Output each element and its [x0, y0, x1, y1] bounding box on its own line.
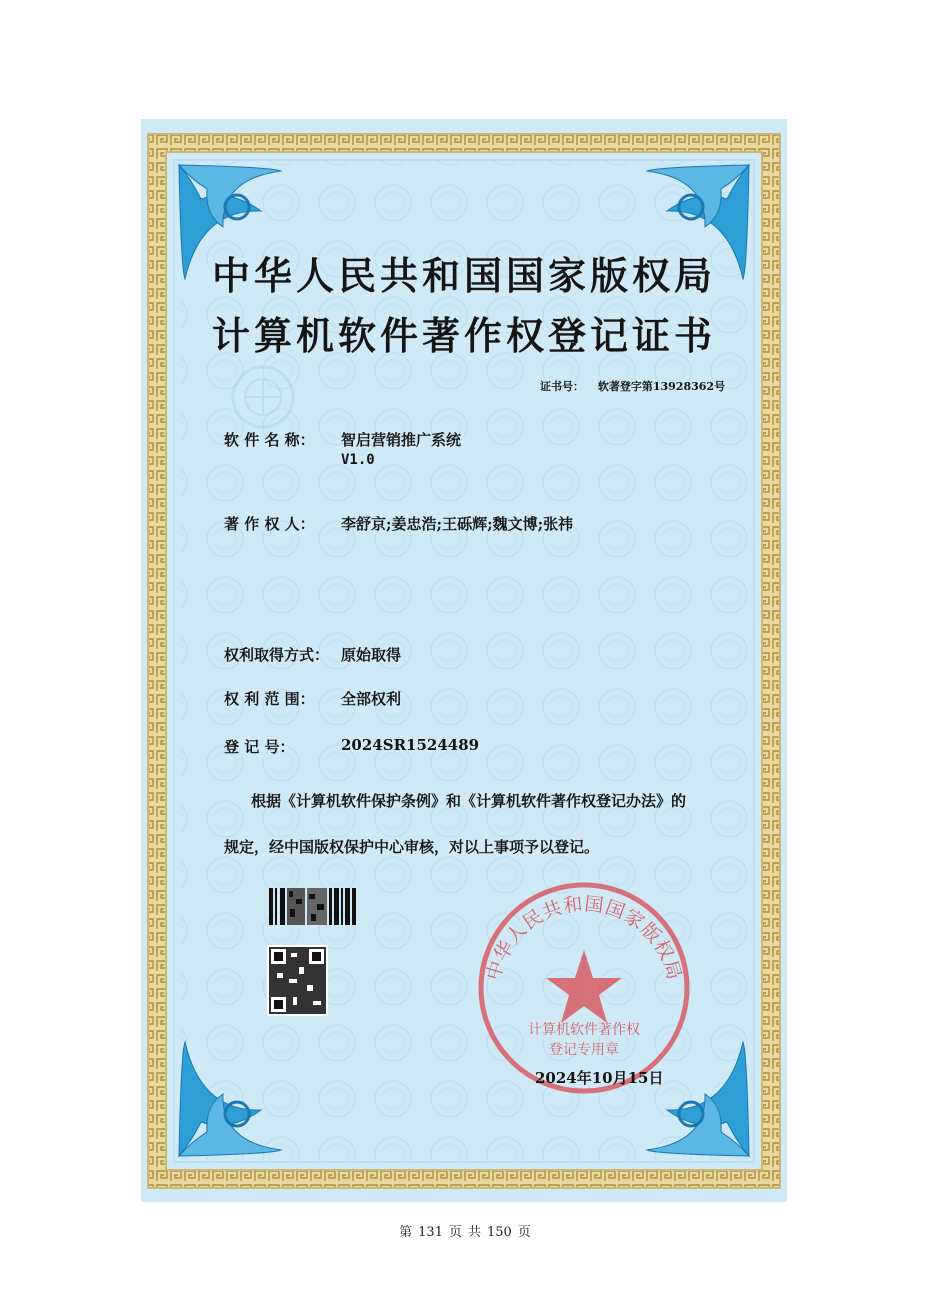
statement-line-1: 根据《计算机软件保护条例》和《计算机软件著作权登记办法》的 — [251, 792, 687, 810]
footer-prefix: 第 — [399, 1225, 413, 1240]
seal-arc-text: 中华人民共和国国家版权局 — [483, 894, 685, 983]
copyright-holder-value: 李舒京;姜忠浩;王砾辉;魏文博;张祎 — [341, 515, 574, 533]
footer-total-pages: 150 — [487, 1225, 512, 1240]
registration-number-value: 2024SR1524489 — [341, 736, 480, 754]
software-name-value: 智启营销推广系统 — [341, 431, 462, 449]
footer-page-number: 131 — [418, 1225, 443, 1240]
registration-number-label: 登 记 号： — [224, 738, 295, 756]
statement-line-2: 规定，经中国版权保护中心审核，对以上事项予以登记。 — [224, 838, 600, 856]
seal-line-2: 登记专用章 — [549, 1043, 619, 1058]
title-line-2: 计算机软件著作权登记证书 — [211, 313, 716, 358]
software-version-value: V1.0 — [341, 452, 375, 468]
rights-scope-value: 全部权利 — [341, 690, 402, 708]
svg-text:中华人民共和国国家版权局 — [482, 893, 684, 983]
seal-text — [141, 119, 787, 1202]
issue-date: 2024年10月15日 — [535, 1069, 664, 1087]
footer-page-word: 页 — [448, 1225, 462, 1240]
rights-scope-label: 权 利 范 围： — [224, 690, 315, 708]
page-footer — [0, 1221, 930, 1240]
acquisition-label: 权利取得方式： — [224, 646, 330, 664]
footer-suffix: 页 — [517, 1225, 531, 1240]
footer-total-word: 共 — [468, 1225, 482, 1240]
title-line-1: 中华人民共和国国家版权局 — [211, 253, 716, 298]
acquisition-value: 原始取得 — [341, 646, 402, 664]
software-name-label: 软 件 名 称： — [224, 431, 315, 449]
copyright-holder-label: 著 作 权 人： — [224, 515, 315, 533]
seal-line-1: 计算机软件著作权 — [528, 1023, 640, 1038]
certificate — [141, 119, 787, 1202]
certificate-number-label: 证书号： — [540, 380, 584, 393]
certificate-number-value: 软著登字第13928362号 — [597, 380, 726, 393]
